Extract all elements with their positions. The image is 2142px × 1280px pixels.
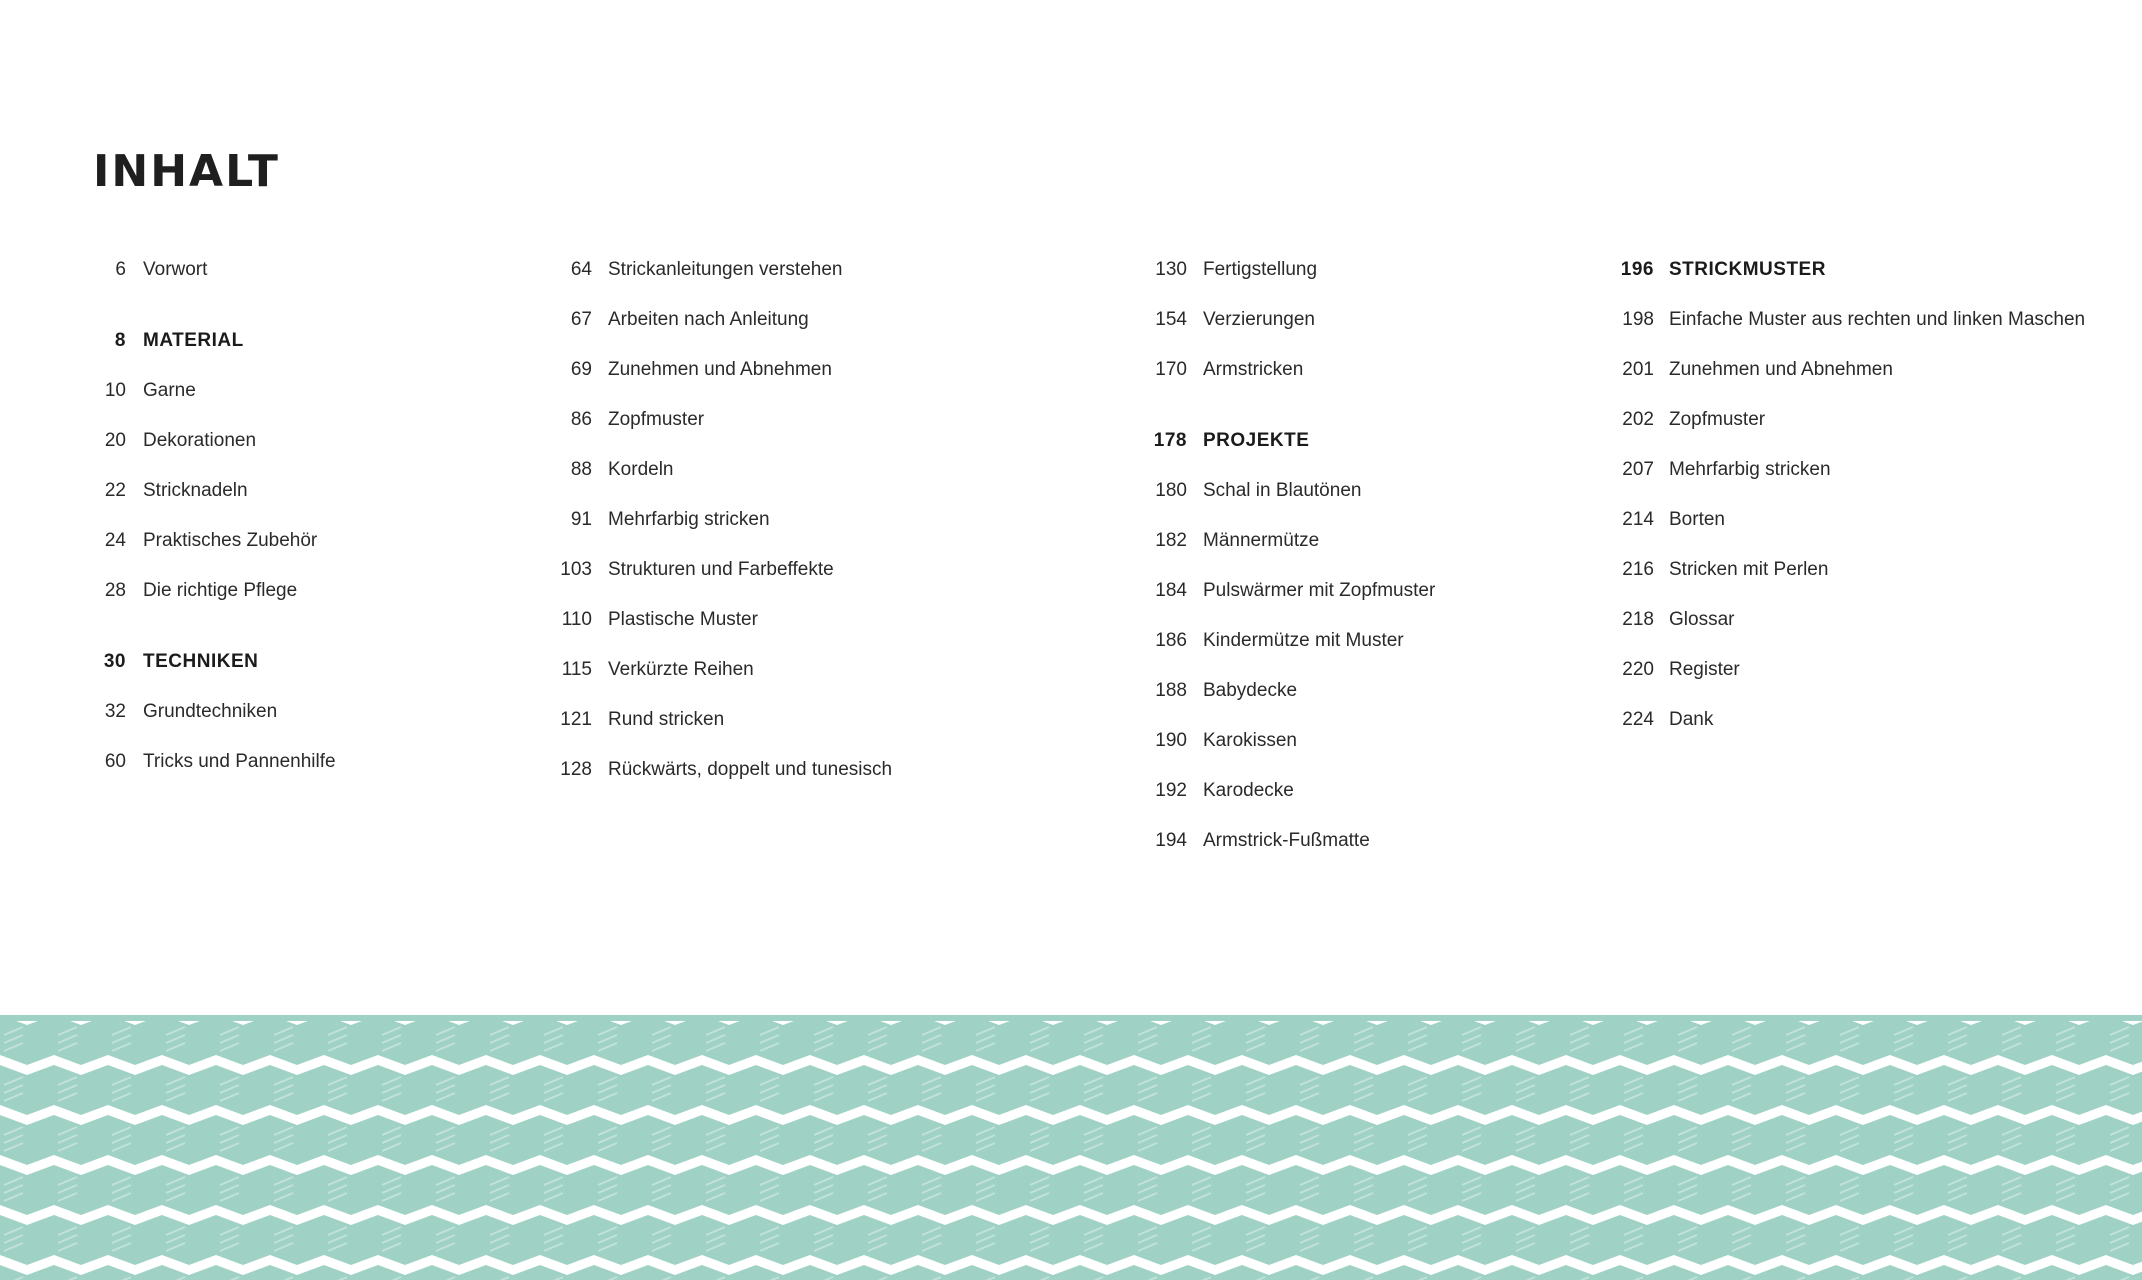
toc-entry-label: Rückwärts, doppelt und tunesisch <box>608 759 893 780</box>
toc-entry-label: TECHNIKEN <box>143 651 259 672</box>
toc-page-number: 202 <box>1622 409 1654 430</box>
toc-page-number: 69 <box>570 359 592 380</box>
toc-page-number: 6 <box>115 259 126 280</box>
toc-entry-label: Pulswärmer mit Zopfmuster <box>1203 580 1436 601</box>
toc-entry-label: Dank <box>1669 709 1714 730</box>
toc-entry-label: Armstricken <box>1203 359 1304 380</box>
toc-page-number: 86 <box>570 409 592 430</box>
toc-page-number: 194 <box>1155 830 1187 851</box>
toc-page-number: 188 <box>1155 680 1187 701</box>
toc-entry-label: Einfache Muster aus rechten und linken Maschen <box>1669 309 2086 330</box>
toc-entry-label: Männermütze <box>1203 530 1320 551</box>
toc-page-number: 91 <box>570 509 592 530</box>
toc-entry-label: Arbeiten nach Anleitung <box>608 309 809 330</box>
toc-page-number: 20 <box>104 430 126 451</box>
toc-entry-label: Mehrfarbig stricken <box>608 509 770 530</box>
toc-entry-label: Armstrick-Fußmatte <box>1203 830 1370 851</box>
toc-entry-label: Zopfmuster <box>1669 409 1766 430</box>
toc-entry-label: Praktisches Zubehör <box>143 530 318 551</box>
toc-page-number: 220 <box>1622 659 1654 680</box>
toc-page-number: 198 <box>1622 309 1654 330</box>
toc-entry-label: Kindermütze mit Muster <box>1203 630 1404 651</box>
toc-page-number: 28 <box>104 580 126 601</box>
toc-entry-label: Stricknadeln <box>143 480 248 501</box>
toc-page-number: 115 <box>561 659 592 680</box>
toc-entry-label: Glossar <box>1669 609 1735 630</box>
toc-page-number: 8 <box>114 330 126 351</box>
toc-entry-label: Zunehmen und Abnehmen <box>1669 359 1893 380</box>
toc-entry-label: STRICKMUSTER <box>1669 259 1826 280</box>
toc-page-number: 196 <box>1620 259 1654 280</box>
toc-entry-label: Die richtige Pflege <box>143 580 298 601</box>
toc-page-number: 32 <box>104 701 126 722</box>
knit-pattern-band <box>0 1015 2142 1280</box>
toc-page-number: 214 <box>1622 509 1654 530</box>
toc-entry-label: Fertigstellung <box>1203 259 1318 280</box>
toc-entry-label: Stricken mit Perlen <box>1669 559 1829 580</box>
toc-page-number: 154 <box>1155 309 1187 330</box>
toc-page-number: 190 <box>1155 730 1187 751</box>
toc-page-number: 180 <box>1155 480 1187 501</box>
toc-entry-label: Dekorationen <box>143 430 257 451</box>
toc-page-number: 24 <box>104 530 126 551</box>
toc-entry-label: Karodecke <box>1203 780 1294 801</box>
toc-entry-label: MATERIAL <box>143 330 244 351</box>
toc-entry-label: Garne <box>143 380 196 401</box>
toc-entry-label: Mehrfarbig stricken <box>1669 459 1831 480</box>
toc-page-number: 67 <box>570 309 592 330</box>
toc-page-number: 64 <box>570 259 592 280</box>
toc-entry-label: Kordeln <box>608 459 674 480</box>
toc-entry-label: Strickanleitungen verstehen <box>608 259 843 280</box>
toc-page-number: 207 <box>1622 459 1654 480</box>
toc-entry-label: Plastische Muster <box>608 609 758 630</box>
toc-page-number: 10 <box>104 380 126 401</box>
toc-entry-label: PROJEKTE <box>1203 430 1310 451</box>
toc-page-number: 186 <box>1155 630 1187 651</box>
toc-entry-label: Rund stricken <box>608 709 725 730</box>
toc-entry-label: Zunehmen und Abnehmen <box>608 359 832 380</box>
toc-page-number: 218 <box>1622 609 1654 630</box>
toc-page-number: 110 <box>561 609 592 630</box>
toc-entry-label: Zopfmuster <box>608 409 705 430</box>
toc-page-number: 224 <box>1622 709 1654 730</box>
toc-entry-label: Babydecke <box>1203 680 1298 701</box>
toc-entry-label: Vorwort <box>143 259 208 280</box>
toc-page-number: 103 <box>560 559 592 580</box>
toc-page-number: 184 <box>1155 580 1187 601</box>
toc-page-number: 22 <box>104 480 126 501</box>
toc-page-number: 178 <box>1153 430 1187 451</box>
pattern-hatch <box>0 1015 2142 1280</box>
toc-page-number: 216 <box>1622 559 1654 580</box>
toc-entry-label: Schal in Blautönen <box>1203 480 1362 501</box>
toc-entry-label: Borten <box>1669 509 1725 530</box>
toc-entry-label: Grundtechniken <box>143 701 278 722</box>
toc-entry-label: Karokissen <box>1203 730 1297 751</box>
toc-page-number: 170 <box>1155 359 1187 380</box>
toc-page-number: 128 <box>560 759 592 780</box>
toc-page-number: 88 <box>570 459 592 480</box>
toc-page-number: 30 <box>103 651 126 672</box>
toc-entry-label: Strukturen und Farbeffekte <box>608 559 834 580</box>
toc-entry-label: Verzierungen <box>1203 309 1315 330</box>
toc-page-number: 182 <box>1155 530 1187 551</box>
toc-page-number: 60 <box>104 751 126 772</box>
toc-page-number: 201 <box>1622 359 1654 380</box>
page-title: INHALT <box>93 146 280 197</box>
toc-page-number: 192 <box>1155 780 1187 801</box>
toc-entry-label: Register <box>1669 659 1740 680</box>
toc-page-number: 130 <box>1155 259 1187 280</box>
toc-entry-label: Verkürzte Reihen <box>608 659 754 680</box>
toc-entry-label: Tricks und Pannenhilfe <box>143 751 336 772</box>
toc-page-number: 121 <box>560 709 592 730</box>
